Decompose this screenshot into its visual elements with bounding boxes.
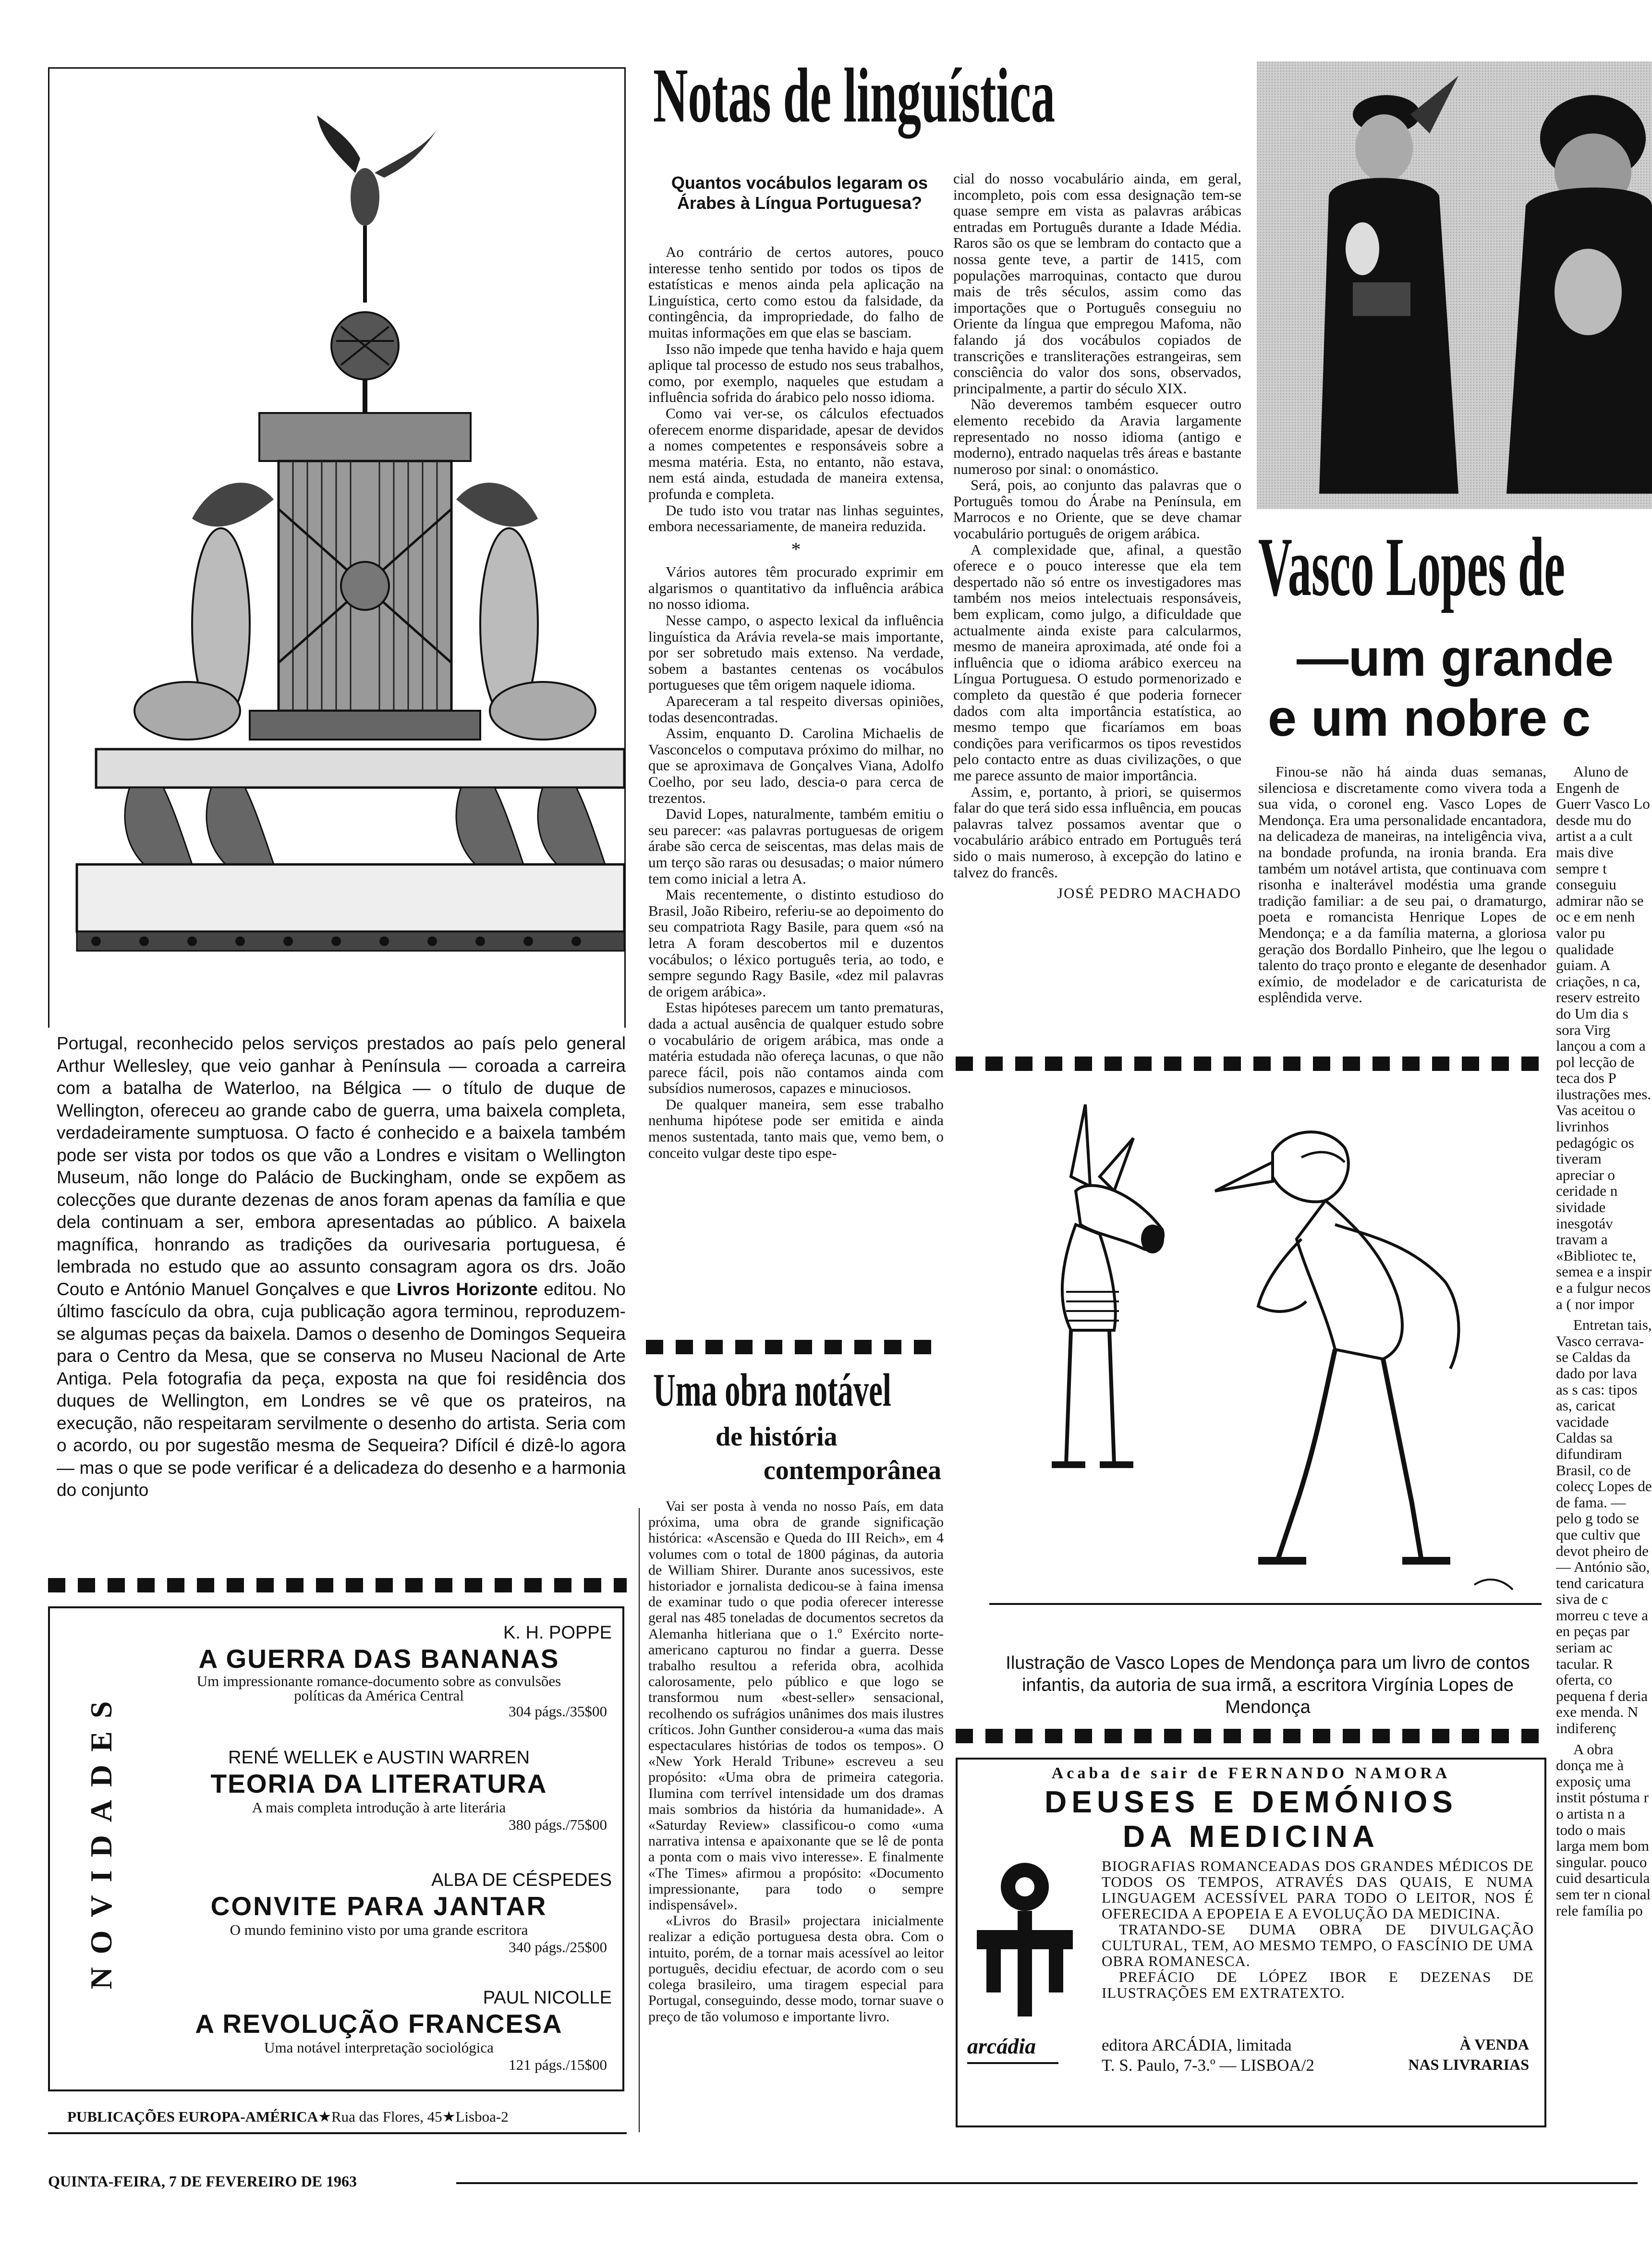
paragraph: Como vai ver-se, os cálculos efectuados oferecem enorme disparidade, apesar de devidos a nomes competentes e responsáveis sobre a mesma matéria. Esta, no entanto, não estava, nem está ainda, estudada de maneira extensa, profunda e completa. [648,404,944,502]
obra-subtitle-1: de história [716,1422,838,1452]
novidades-book-2 [146,1748,612,1834]
paragraph: Não deveremos também esquecer outro elemento recebido da Aravia largamente representado no nosso idioma (antigo e moderno), entrado naquelas três áreas e bastante numeroso por sinal: o onomástico. [953,396,1241,477]
book-desc: Uma notável interpretação sociológica [264,2039,494,2056]
paragraph: Aluno de Engenh de Guerr Vasco Lo desde mu do artist a a cult mais dive sempre t conseguiu admirar não se oc e em nenh valor pu qualidade guiam. A criações, n ca, reserv estreito do Um dia s sora Virg lançou a com a pol lecção de teca dos P ilustrações mes. Vas aceitou o livrinhos pedagógic os tiveram apreciar o ceridade n sividade inesgotáv travam a «Bibliotec te, semea e a inspir e a fulgur necos a ( nor impor [1556,764,1652,1312]
paragraph: Assim, e, portanto, à priori, se quisermos falar do que terá sido essa influência, em poucas palavras talvez possamos aventar que o vocabulário arábico entrado em Português terá sido o mais numeroso, à excepção do latino e talvez do francês. [953,783,1241,881]
book-price: 380 págs./75$00 [509,1816,607,1833]
paragraph: David Lopes, naturalmente, também emitiu o seu parecer: «as palavras portuguesas de origem árabe são cerca de seiscentas, mas delas mais de um terço são raras ou desusadas; o maior número tem como inicial a letra A. [648,805,944,887]
paragraph: Será, pois, ao conjunto das palavras que o Português tomou do Árabe na Península, em Marrocos e no Oriente, que se deve chamar vocabulário português de origem arábica. [953,476,1241,542]
wellington-caption-publisher: Livros Horizonte [396,1279,538,1299]
novidades-book-1 [146,1623,612,1720]
vasco-col2 [1556,764,1652,1919]
paragraph: Estas hipóteses parecem um tanto prematuras, dada a actual ausência de qualquer estudo sobre o vocabulário de origem arábica, mas onde a matéria estudada não ofereça lacunas, o que não parece fácil, pois não contamos ainda com subsídios numerosos, capazes e minuciosos. [648,999,944,1097]
vasco-title-2: —um grande [1297,629,1614,687]
cartoon-caption: Ilustração de Vasco Lopes de Mendonça para um livro de contos infantis, da autoria de sua irmã, a escritora Virgínia Lopes de Mendonça [1006,1653,1530,1717]
namora-venda-1: À VENDA [1459,2036,1529,2053]
left-frame-right [624,67,626,1028]
book-author: ALBA DE CÉSPEDES [431,1870,612,1890]
vasco-title-3: e um nobre c [1268,689,1591,747]
paragraph: Entretan tais, Vasco cerrava-se Caldas da dado por lava as s cas: tipos as, caricat vacidade Caldas sa difundiram Brasil, co de colecç Lopes de de fama. — pelo g todo se que cultiv que devot pheiro de — António são, tend caricatura siva de c morreu c teve a en peças par seriam ac tacular. R oferta, co pequena f deria exe menda. N indiferenç [1556,1316,1652,1737]
paragraph: Vários autores têm procurado exprimir em algarismos o quantitativo da influência arábica no nosso idioma. [648,563,944,613]
wellington-caption-end: editou. No último fascículo da obra, cuja publicação agora terminou, reproduzem-se algumas peças da baixela. Damos o desenho de Domingos Sequeira para o Centro da Mesa, que se conserva no Museu Nacional de Arte Antiga. Pela fotografia da peça, exposta na que foi residência dos duques de Wellington, em Londres se vê que os prateiros, na execução, não respeitaram servilmente o desenho do artista. Seria com o acordo, ou por sugestão mesma de Sequeira? Difícil é dizê-lo agora — mas o que se pode verificar é a delicadeza do desenho e a harmonia do conjunto [57,1279,626,1500]
publisher-name: PUBLICAÇÕES EUROPA-AMÉRICA [67,2108,318,2125]
medicine-symbol-icon [977,1858,1073,2016]
novidades-vertical-label: NOVIDADES [84,1688,118,1990]
novidades-book-4 [146,1988,612,2074]
paragraph: A obra donça me à exposiç uma instit póstuma r o artista n a todo o mais larga mem bom singular. pouco cuid desarticula sem ter n cional rele família po [1556,1740,1651,1919]
namora-top: Acaba de sair de FERNANDO NAMORA [1051,1764,1451,1782]
paragraph: A complexidade que, afinal, a questão oferece e o pouco interesse que ela tem despertado não só entre os investigadores mas também nos meios intelectuais responsáveis, bem explicam, como julgo, a dificuldade que actualmente ainda existe para calcularmos, mesmo de maneira aproximada, até onde foi a influência que o idioma arábico exerceu na Língua Portuguesa. O estudo pormenorizado e completo da questão é que poderia fornecer dados com alta importância estatística, ao mesmo tempo que ficaríamos em boas condições para verificarmos os tipos revestidos pelo contacto entre as duas civilizações, o que me parece assunto de maior importância. [953,541,1241,784]
wellington-centerpiece-drawing [67,86,624,1037]
footer-date: QUINTA-FEIRA, 7 DE FEVEREIRO DE 1963 [48,2173,357,2190]
namora-title-1: DEUSES E DEMÓNIOS [1045,1785,1458,1819]
publisher-address: ★Rua das Flores, 45★Lisboa-2 [318,2108,509,2125]
right-dash-divider-1 [956,1057,1546,1071]
center-vertical-rule [639,1508,640,2132]
novidades-publisher-line [67,2108,624,2125]
paragraph: «Livros do Brasil» projectara inicialmente realizar a edição portuguesa desta obra. Com o intuito, porém, de a tornar mais acessível ao leitor português, decidiu efectuar, de acordo com o seu colega brasileiro, uma tiragem especial para Portugal, conseguindo, desse modo, tornar suave o preço de tão volumoso e importante livro. [648,1913,944,2025]
section-star: * [791,538,801,560]
paragraph: Ao contrário de certos autores, pouco interesse tenho sentido por todos os tipos de estatísticas e menos ainda pela aplicação na Linguística, certo como estou da falsidade, da contingência, da impropriedade, do falho de muitas informações em que elas se basciam. [648,243,944,341]
obra-body [648,1498,944,2025]
paragraph: BIOGRAFIAS ROMANCEADAS DOS GRANDES MÉDICOS DE TODOS OS TEMPOS, ATRAVÉS DAS QUAIS, E NUMA LINGUAGEM ACESSÍVEL PARA TODO O LEITOR, NOS É OFERECIDA A EPOPEIA E A EVOLUÇÃO DA MEDICINA. [1102,1858,1534,1922]
namora-ad [956,1758,1546,2127]
book-title: A GUERRA DAS BANANAS [198,1644,559,1674]
book-price: 340 págs./25$00 [509,1939,607,1955]
book-title: TEORIA DA LITERATURA [210,1769,547,1798]
paragraph: Apareceram a tal respeito diversas opiniões, todas desencontradas. [648,692,944,726]
book-desc: Um impressionante romance-documento sobre as convulsões políticas da América Central [196,1673,561,1704]
paragraph: De tudo isto vou tratar nas linhas seguintes, embora necessariamente, de maneira reduzida. [648,501,944,535]
paragraph: De qualquer maneira, sem esse trabalho nenhuma hipótese pode ser emitida e ainda menos sustentada, tanto mais que, vemo bem, o conceito vulgar deste tipo espe- [648,1095,944,1161]
figurines-photo [1257,61,1652,509]
book-author: K. H. POPPE [503,1623,612,1643]
book-desc: O mundo feminino visto por uma grande escritora [230,1921,528,1938]
center-dash-divider [646,1340,944,1354]
notas-col2 [953,170,1241,901]
obra-title: Uma obra notável [653,1364,891,1416]
namora-venda-2: NAS LIVRARIAS [1408,2056,1529,2073]
footer-rule [456,2182,1638,2184]
novidades-bottom-rule [48,2132,627,2134]
vasco-title-1: Vasco Lopes de [1258,520,1565,613]
notas-col1-top [648,244,944,1161]
novidades-book-3 [146,1870,612,1956]
book-price: 121 págs./15$00 [509,2056,607,2073]
namora-address: T. S. Paulo, 7-3.º — LISBOA/2 [1102,2056,1314,2075]
arcadia-logo-underline [967,2062,1058,2064]
notas-author: JOSÉ PEDRO MACHADO [1057,885,1241,902]
paragraph: Mais recentemente, o distinto estudioso do Brasil, João Ribeiro, referiu-se ao depoimento do seu compatriota Ragy Basile, para quem «só na letra A foram descobertos mil e duzentos vocábulos; o léxico português teria, ao todo, e sempre segundo Ragy Basile, «dez mil palavras de origem arábica». [648,886,944,1000]
paragraph: TRATANDO-SE DUMA OBRA DE DIVULGAÇÃO CULTURAL, TEM, AO MESMO TEMPO, O FASCÍNIO DE UMA OBRA ROMANESCA. [1102,1921,1534,1969]
book-author: PAUL NICOLLE [483,1988,612,2008]
paragraph: PREFÁCIO DE LÓPEZ IBOR E DEZENAS DE ILUSTRAÇÕES EM EXTRATEXTO. [1102,1968,1534,2001]
book-author: RENÉ WELLEK e AUSTIN WARREN [228,1748,530,1768]
book-title: A REVOLUÇÃO FRANCESA [195,2009,563,2039]
novidades-ad [48,1606,624,2091]
obra-subtitle-2: contemporânea [763,1456,941,1485]
wellington-caption [57,1032,626,1502]
vasco-col1: Finou-se não há ainda duas semanas, silenciosa e discretamente como vivera toda a sua vida, o coronel eng. Vasco Lopes de Mendonça. Era uma personalidade encantadora, na delicadeza de maneiras, na inteligência viva, na bondade profunda, na ironia branda. Era também um notável artista, que continuava com risonha e inalterável modéstia uma grande tradição familiar: a de seu pai, o dramaturgo, poeta e romancista Henrique Lopes de Mendonça; e a da família materna, a gloriosa geração dos Bordallo Pinheiro, que lhe legou o talento do traço pronto e elegante de desenhador exímio, de modelador e de caricaturista de esplêndida verve. [1258,763,1546,1006]
paragraph: Isso não impede que tenha havido e haja quem aplique tal processo de estudo nos seus trabalhos, como, por exemplo, naqueles que estudam a influência sofrida do árabico pelo nosso idioma. [648,340,944,406]
arcadia-logo: arcádia [967,2034,1036,2058]
book-desc: A mais completa introdução à arte literária [252,1799,506,1816]
notas-subtitle: Quantos vocábulos legaram os Árabes à Língua Portuguesa? [671,173,928,213]
paragraph: Vai ser posta à venda no nosso País, em data próxima, uma obra de grande significação histórica: «Ascensão e Queda do III Reich», em 4 volumes com o total de 1800 páginas, da autoria de William Shirer. Durante anos sucessivos, este historiador e jornalista dedicou-se à faina imensa de examinar tudo o que podia oferecer interesse geral nas 485 toneladas de documentos secretos da Alemanha hitleriana que o 1.º Exército norte-americano capturou no findar a guerra. Desse trabalho resultou a referida obra, acolhida calorosamente, pelo público e que logo se transformou num «best-seller» sensacional, recolhendo os sufrágios unânimes dos mais ilustres críticos. John Gunther considerou-a «uma das mais espectaculares histórias de todos os tempos». O «New York Herald Tribune» escreveu a seu propósito: «Uma obra de primeira categoria. Ilumina com terrível intensidade um dos dramas mais sombrios da história da humanidade». A «Saturday Review» classificou-o como «uma narrativa intensa e apaixonante que se lê de ponta a ponta com o mais vivo interesse». E finalmente «The Times» afirmou a propósito: «Documento impressionante, para todo o sempre indispensável». [648,1498,944,1913]
notas-title: Notas de linguística [653,53,1056,139]
book-price: 304 págs./35$00 [509,1703,607,1720]
paragraph: Nesse campo, o aspecto lexical da influência linguística da Arávia revela-se mais importante, por ser sobretudo mais extenso. Na verdade, sobem a bastantes centenas os vocábulos portugueses que têm origem naquele idioma. [648,612,944,693]
right-dash-divider-2 [956,1729,1546,1743]
cartoon-illustration [989,1081,1542,1628]
left-dash-divider [48,1578,627,1592]
namora-title-2: DA MEDICINA [1122,1819,1380,1854]
paragraph: cial do nosso vocabulário ainda, em geral, incompleto, pois com essa designação tem-se quase sempre em vista as palavras arábicas entradas em Português durante a Idade Média. Raros são os que se lembram do contacto que a nossa gente teve, a partir de 1415, com populações marroquinas, contacto que durou mais de três séculos, assim como das importações que o Português conseguiu no Oriente da língua que empregou Mafoma, não falando já dos vocábulos copiados de transcrições e transliterações estrangeiras, sem consciência do valor dos sons, observados, principalmente, a partir do século XIX. [953,170,1241,397]
wellington-caption-main: Portugal, reconhecido pelos serviços prestados ao país pelo general Arthur Wellesley, que veio ganhar à Península — coroada a carreira com a batalha de Waterloo, na Bélgica — o título de duque de Wellington, ofereceu ao grande cabo de guerra, uma baixela completa, verdadeiramente sumptuosa. O facto é conhecido e a baixela também pode ser vista por todos os que vão a Londres e visitam o Wellington Museum, não longe do Palácio de Buckingham, onde se expõem as colecções que durante dezenas de anos foram apenas da família e que dela continuam a ser, embora apresentadas ao público. A baixela magnífica, honrando as tradições da ourivesaria portuguesa, é lembrada no estudo que ao assunto consagram agora os drs. João Couto e António Manuel Gonçalves e que [57,1033,626,1299]
namora-publisher: editora ARCÁDIA, limitada [1102,2036,1292,2054]
book-title: CONVITE PARA JANTAR [210,1891,547,1921]
namora-body [1102,1858,1534,2001]
paragraph: Assim, enquanto D. Carolina Michaelis de Vasconcelos o computava próximo do milhar, no que se aproximava de Gonçalves Viana, Adolfo Coelho, por seu lado, descia-o para cerca de trezentos. [648,725,944,806]
left-frame-top [48,67,626,69]
left-top-rule [48,67,49,1028]
